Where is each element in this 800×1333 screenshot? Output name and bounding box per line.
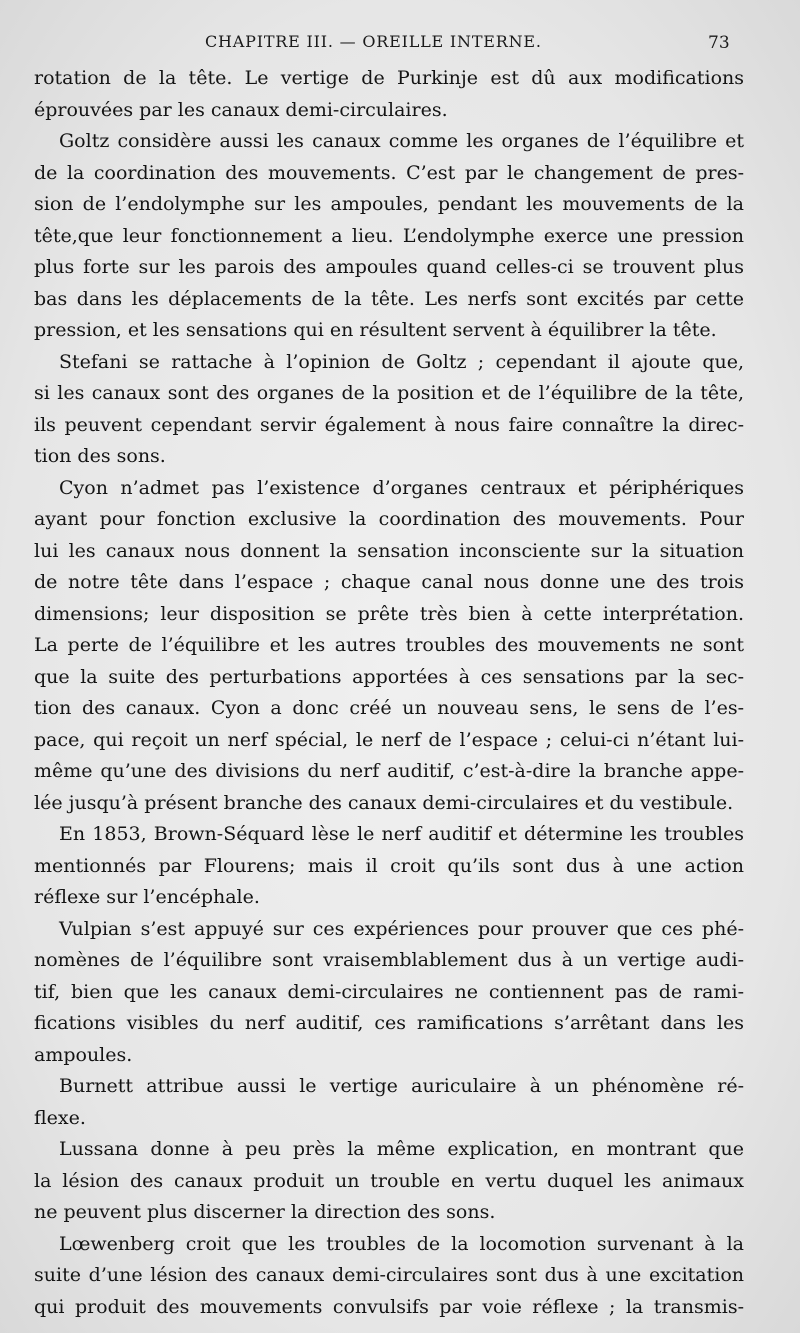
text-line: éprouvées par les canaux demi-circulaires. — [34, 98, 448, 121]
text-line: ampoules. — [34, 1043, 133, 1066]
text-line: plus forte sur les parois des ampoules quand celles-ci se trouvent plus — [34, 256, 744, 278]
text-line: Stefani se rattache à l’opinion de Goltz ; cependant il ajoute que, — [59, 350, 744, 373]
text-line: lée jusqu’à présent branche des canaux demi-circulaires et du vestibule. — [34, 791, 734, 814]
text-line: Lœwenberg croit que les troubles de la locomotion survenant à la — [59, 1232, 744, 1255]
body-text — [34, 63, 744, 1323]
text-line: pace, qui reçoit un nerf spécial, le nerf de l’espace ; celui-ci n’étant lui- — [34, 728, 744, 751]
text-line: flexe. — [34, 1106, 86, 1129]
text-line: ils peuvent cependant servir également à nous faire connaître la direc- — [34, 413, 744, 436]
text-line: Lussana donne à peu près la même explication, en montrant que — [59, 1138, 744, 1160]
text-line: tête,que leur fonctionnement a lieu. L’endolymphe exerce une pression — [34, 224, 744, 247]
text-line: rotation de la tête. Le vertige de Purkinje est dû aux modifications — [34, 67, 744, 89]
text-line: La perte de l’équilibre et les autres troubles des mouvements ne sont — [34, 634, 744, 656]
text-line: même qu’une des divisions du nerf auditif, c’est-à-dire la branche appe- — [34, 760, 744, 782]
text-line: qui produit des mouvements convulsifs par voie réflexe ; la transmis- — [34, 1295, 744, 1318]
text-line: Cyon n’admet pas l’existence d’organes centraux et périphériques — [59, 476, 744, 499]
text-line: En 1853, Brown-Séquard lèse le nerf auditif et détermine les troubles — [59, 823, 744, 845]
text-line: de notre tête dans l’espace ; chaque canal nous donne une des trois — [34, 571, 744, 593]
page-header — [0, 30, 800, 58]
text-line: si les canaux sont des organes de la position et de l’équilibre de la tête, — [34, 382, 744, 404]
text-line: ne peuvent plus discerner la direction des sons. — [34, 1201, 496, 1223]
text-line: que la suite des perturbations apportées à ces sensations par la sec- — [34, 665, 744, 688]
text-line: Goltz considère aussi les canaux comme les organes de l’équilibre et — [59, 130, 744, 152]
text-line: pression, et les sensations qui en résultent servent à équilibrer la tête. — [34, 319, 717, 341]
text-line: tion des canaux. Cyon a donc créé un nouveau sens, le sens de l’es- — [34, 697, 744, 719]
text-line: tif, bien que les canaux demi-circulaires ne contiennent pas de rami- — [34, 980, 744, 1003]
text-line: fications visibles du nerf auditif, ces ramifications s’arrêtant dans les — [34, 1012, 744, 1034]
text-line: dimensions; leur disposition se prête très bien à cette interprétation. — [34, 602, 744, 625]
text-line: tion des sons. — [34, 445, 166, 467]
page-number: 73 — [708, 33, 730, 53]
text-line: sion de l’endolymphe sur les ampoules, pendant les mouvements de la — [34, 193, 744, 215]
text-line: lui les canaux nous donnent la sensation inconsciente sur la situation — [34, 539, 744, 562]
text-line: la lésion des canaux produit un trouble en vertu duquel les animaux — [34, 1169, 744, 1192]
text-line: Burnett attribue aussi le vertige auriculaire à un phénomène ré- — [59, 1075, 744, 1097]
text-line: suite d’une lésion des canaux demi-circulaires sont dus à une excitation — [34, 1264, 744, 1286]
text-line: mentionnés par Flourens; mais il croit qu’ils sont dus à une action — [34, 854, 744, 877]
text-line: bas dans les déplacements de la tête. Les nerfs sont excités par cette — [34, 287, 744, 310]
text-line: réflexe sur l’encéphale. — [34, 886, 260, 908]
text-line: ayant pour fonction exclusive la coordination des mouvements. Pour — [34, 508, 744, 530]
text-line: de la coordination des mouvements. C’est par le changement de pres- — [34, 161, 744, 184]
running-head: CHAPITRE III. — OREILLE INTERNE. — [205, 32, 542, 51]
text-line: nomènes de l’équilibre sont vraisemblablement dus à un vertige audi- — [34, 949, 744, 971]
text-line: Vulpian s’est appuyé sur ces expériences pour prouver que ces phé- — [59, 917, 744, 940]
